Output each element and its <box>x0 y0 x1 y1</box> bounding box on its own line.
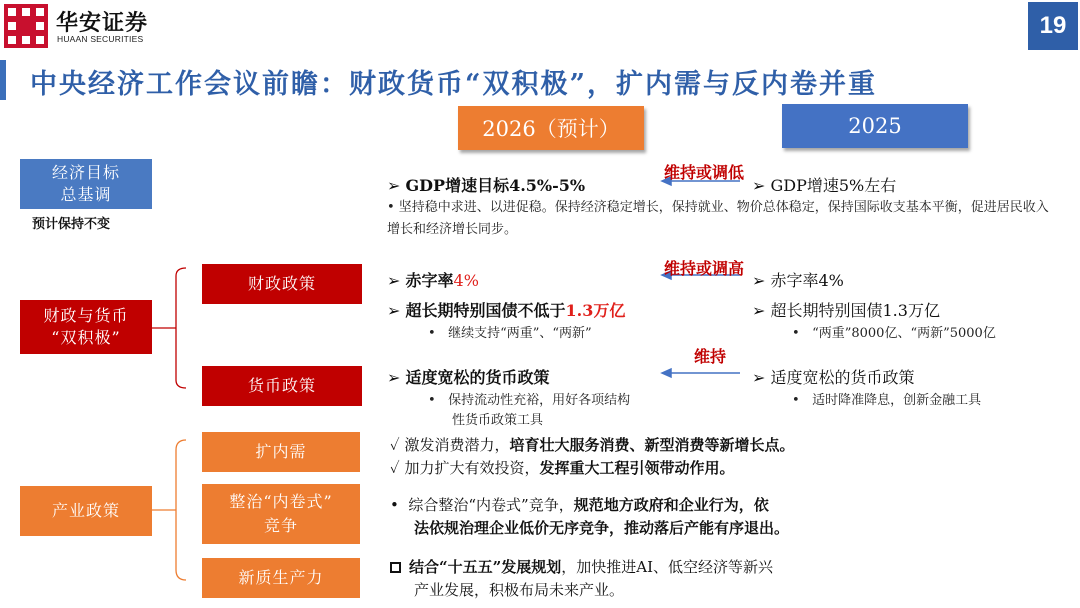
goal-current: ➢ GDP增速5%左右 <box>752 176 897 195</box>
goal-note: 预计保持不变 <box>32 217 111 232</box>
bullet-dot-icon: • <box>428 326 449 341</box>
industrial-bracket <box>176 440 186 580</box>
fiscal-deficit-forecast: ➢ 赤字率4% <box>387 271 479 290</box>
goal-forecast: ➢ GDP增速目标4.5%-5% <box>387 176 586 195</box>
slide-title: 中央经济工作会议前瞻：财政货币“双积极”，扩内需与反内卷并重 <box>30 69 878 100</box>
bullet-arrow-icon: ➢ <box>752 368 771 387</box>
bullet-dot-icon: • <box>792 393 813 408</box>
label-fiscal-monetary: 财政与货币 “双积极” <box>20 300 152 354</box>
label-economic-goal: 经济目标 总基调 <box>20 159 152 209</box>
label-new-productivity: 新质生产力 <box>202 558 360 598</box>
fiscal-current-sub: • “两重”8000亿、“两新”5000亿 <box>792 326 996 341</box>
label-fiscal-policy: 财政政策 <box>202 264 362 304</box>
bullet-arrow-icon: ➢ <box>752 301 771 320</box>
logo-text-en: HUAAN SECURITIES <box>57 34 144 44</box>
bullet-dot-icon: • <box>428 393 449 408</box>
bullet-arrow-icon: ➢ <box>387 176 406 195</box>
bullet-arrow-icon: ➢ <box>387 271 406 290</box>
fiscal-annotation: 维持或调高 <box>664 259 745 278</box>
bullet-dot-icon: • <box>390 496 409 514</box>
checkmark-icon: ✓ <box>390 436 405 454</box>
fiscal-bond-current: ➢ 超长期特别国债1.3万亿 <box>752 301 940 320</box>
new-productivity-line-1: 结合“十五五”发展规划，加快推进AI、低空经济等新兴 <box>390 556 773 579</box>
monetary-current: ➢ 适度宽松的货币政策 <box>752 368 915 387</box>
bullet-dot-icon: • <box>792 326 813 341</box>
monetary-forecast: ➢ 适度宽松的货币政策 <box>387 368 550 387</box>
label-anti-involution: 整治“内卷式” 竞争 <box>202 484 360 544</box>
bullet-arrow-icon: ➢ <box>387 368 406 387</box>
anti-involution-line-2: 法依规治理企业低价无序竞争，推动落后产能有序退出。 <box>414 519 790 537</box>
bullet-arrow-icon: ➢ <box>752 176 771 195</box>
goal-description: • 坚持稳中求进、以进促稳。保持经济稳定增长，保持就业、物价总体稳定，保持国际收支基本平衡，促进居民收入增长和经济增长同步。 <box>387 200 1049 237</box>
page-number: 19 <box>1028 2 1078 50</box>
fiscal-bond-forecast: ➢ 超长期特别国债不低于1.3万亿 <box>387 301 626 320</box>
label-industrial-policy: 产业政策 <box>20 486 152 536</box>
logo-text-cn: 华安证券 <box>56 10 149 36</box>
anti-involution-line-1: • 综合整治“内卷式”竞争，规范地方政府和企业行为，依 <box>390 496 769 514</box>
monetary-forecast-sub-2: 性货币政策工具 <box>452 413 544 428</box>
domestic-demand-item-2: ✓ 加力扩大有效投资，发挥重大工程引领带动作用。 <box>390 459 735 477</box>
bullet-arrow-icon: ➢ <box>387 301 406 320</box>
checkmark-icon: ✓ <box>390 459 405 477</box>
fiscal-forecast-sub: • 继续支持“两重”、“两新” <box>428 326 592 341</box>
fiscal-bracket <box>176 268 186 388</box>
label-domestic-demand: 扩内需 <box>202 432 360 472</box>
new-productivity-line-2: 产业发展，积极布局未来产业。 <box>414 581 625 599</box>
label-monetary-policy: 货币政策 <box>202 366 362 406</box>
monetary-current-sub: • 适时降准降息，创新金融工具 <box>792 393 982 408</box>
domestic-demand-item-1: ✓ 激发消费潜力，培育壮大服务消费、新型消费等新增长点。 <box>390 436 795 454</box>
square-bullet-icon <box>390 562 401 573</box>
column-header-2025: 2025 <box>782 104 968 148</box>
fiscal-deficit-current: ➢ 赤字率4% <box>752 271 844 290</box>
column-header-2026: 2026（预计） <box>458 106 644 150</box>
goal-annotation: 维持或调低 <box>664 163 745 182</box>
bullet-arrow-icon: ➢ <box>752 271 771 290</box>
monetary-annotation: 维持 <box>694 347 727 366</box>
monetary-forecast-sub-1: • 保持流动性充裕，用好各项结构 <box>428 393 631 408</box>
